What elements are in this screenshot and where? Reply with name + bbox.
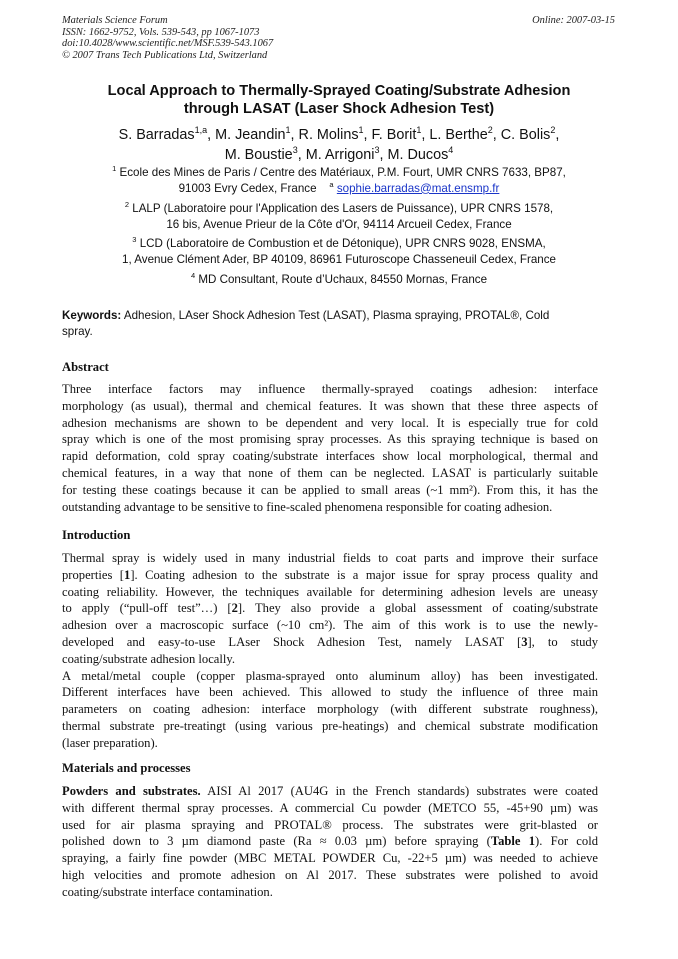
materials-body [62, 783, 598, 901]
abstract-body [62, 381, 598, 515]
issn-line: ISSN: 1662-9752, Vols. 539-543, pp 1067-1073 [62, 26, 260, 38]
keywords-label: Keywords: [62, 309, 122, 322]
introduction-body [62, 550, 598, 752]
affiliation-text: 16 bis, Avenue Prieur de la Côte d'Or, 94114 Arcueil Cedex, France [166, 217, 512, 231]
text-line: Powders and substrates. AISI Al 2017 (AU4G in the French standards) substrates were coated [62, 784, 598, 798]
citation-ref[interactable]: 3 [521, 634, 528, 649]
introduction-heading: Introduction [62, 528, 131, 542]
text-line: chemical features, in a way that none of them can be neglected. LASAT is particularly suitable [62, 465, 598, 480]
text-line: coating reliability. However, the techniques available for determining adhesion levels are uneasy [62, 584, 598, 599]
keywords-text: spray. [62, 324, 93, 338]
table-ref[interactable]: Table 1 [490, 834, 536, 849]
text-line: A metal/metal couple (copper plasma-sprayed onto aluminum alloy) has been investigated. [62, 668, 598, 683]
text-line: Thermal spray is widely used in many industrial fields to coat parts and improve their surface [62, 551, 598, 565]
affiliation-number: 1 [112, 164, 117, 173]
author-line-1: S. Barradas$^{1,a}$, M. Jeandin$^1$, R. Molins$^1$, F. Borit$^1$, L. Berthe$^2$, C. Bolis$^2$, [118, 125, 560, 143]
author-affiliation-mark: 1 [285, 125, 291, 135]
affiliation-text: 91003 Evry Cedex, France [178, 181, 317, 195]
subsection-title: Powders and substrates. [62, 784, 201, 798]
author-affiliation-mark: 4 [448, 145, 454, 155]
author-affiliation-mark: 3 [374, 145, 380, 155]
citation-ref[interactable]: 1 [124, 567, 131, 582]
text-line: to apply (“pull-off test”…) [2]. They also provide a global assessment of coating/substrate [62, 601, 598, 616]
author-name: C. Bolis [500, 127, 551, 143]
journal-name: Materials Science Forum [62, 15, 168, 26]
author-affiliation-mark: 3 [292, 145, 298, 155]
copyright-line: © 2007 Trans Tech Publications Ltd, Switzerland [62, 49, 268, 61]
materials-heading: Materials and processes [62, 761, 191, 775]
text-line: rapid deformation, cold spray coating/substrate interfaces show local morphological, thermal and [62, 449, 598, 464]
affiliation-text: MD Consultant, Route d’Uchaux, 84550 Mornas, France [198, 273, 488, 286]
keywords-text: Adhesion, LAser Shock Adhesion Test (LASAT), Plasma spraying, PROTAL®, Cold [121, 309, 550, 322]
text-line: spray which is one of the most promising spray processes. As this spraying technique is based on [62, 432, 598, 447]
text-line: coating/substrate interface contamination. [62, 884, 273, 899]
author-line-2: M. Boustie$^3$, M. Arrigoni$^3$, M. Ducos$^4$ [224, 145, 454, 163]
text-line: thermal substrate pre-treatingt (using various pre-heatings) and chemical substrate modification [62, 718, 598, 733]
text-line: high velocities and promote adhesion on Al 2017. These substrates were polished to avoid [62, 867, 598, 882]
text-line: adhesion over a macroscopic surface (~10 cm²). The aim of this work is to use the newly- [62, 618, 598, 633]
affiliation-2 [40, 201, 638, 232]
text-line: for testing these coatings because it can be applied to small areas (~1 mm²). From this, it has the [62, 482, 598, 497]
email-link[interactable]: sophie.barradas@mat.ensmp.fr [336, 181, 500, 195]
author-name: F. Borit [371, 127, 417, 143]
citation-ref[interactable]: 2 [231, 601, 238, 616]
text-line: (laser preparation). [62, 735, 158, 750]
affiliation-text: 1, Avenue Clément Ader, BP 40109, 86961 Futuroscope Chasseneuil Cedex, France [122, 252, 556, 266]
doi-line: doi:10.4028/www.scientific.net/MSF.539-543.1067 [62, 38, 274, 50]
affiliation-number: 2 [124, 200, 130, 209]
author-affiliation-mark: 1,a [194, 125, 208, 135]
affiliation-number: 3 [132, 235, 137, 244]
author-name: M. Jeandin [215, 127, 286, 143]
affiliation-3 [40, 236, 638, 267]
author-name: S. Barradas [118, 127, 195, 143]
abstract-heading: Abstract [62, 360, 109, 374]
title-line-1: Local Approach to Thermally-Sprayed Coating/Substrate Adhesion [107, 83, 571, 99]
author-affiliation-mark: 1 [358, 125, 364, 135]
author-name: M. Ducos [387, 147, 449, 163]
text-line: Three interface factors may influence thermally-sprayed coatings adhesion: interface [62, 382, 598, 396]
journal-header [62, 15, 273, 61]
affiliation-1 [40, 165, 638, 196]
text-line: used for air plasma spraying and PROTAL® process. The substrates were grit-blasted or [62, 817, 598, 832]
affiliation-4 [40, 272, 638, 288]
email-mark: a [329, 179, 334, 189]
author-list [30, 125, 648, 165]
affiliation-text: LALP (Laboratoire pour l'Application des Lasers de Puissance), UPR CNRS 1578, [132, 202, 554, 215]
text-line: parameters on coating adhesion: interface morphology (with different substrate roughness), [62, 702, 598, 717]
text-line: with different thermal spray processes. A commercial Cu powder (METCO 55, -45+90 µm) was [62, 800, 598, 815]
author-name: L. Berthe [429, 127, 488, 143]
author-name: M. Boustie [224, 147, 293, 163]
author-affiliation-mark: 2 [550, 125, 556, 135]
online-date: Online: 2007-03-15 [532, 15, 615, 26]
text-line: coating/substrate adhesion locally. [62, 651, 235, 666]
text-line: morphology (as usual), thermal and chemical features. It was shown that these three aspects of [62, 398, 598, 413]
paper-title [40, 82, 638, 118]
author-affiliation-mark: 2 [487, 125, 493, 135]
text-line: properties [1]. Coating adhesion to the substrate is a major issue for spray process quality and [62, 567, 598, 582]
text-line: adhesion mechanisms are shown to be dependent and very local. It is especially true for cold [62, 415, 598, 430]
text-line: developed and easy-to-use LAser Shock Adhesion Test, namely LASAT [3], to study [62, 634, 599, 649]
affiliation-number: 4 [190, 271, 196, 280]
affiliation-text: LCD (Laboratoire de Combustion et de Détonique), UPR CNRS 9028, ENSMA, [139, 237, 546, 250]
text-line: spraying, a fairly fine powder (MBC METAL POWDER Cu, -22+5 µm) was needed to achieve [62, 851, 598, 866]
text-line: polished down to 3 µm diamond paste (Ra ≈ 0.03 µm) before spraying (Table 1). For cold [62, 834, 598, 849]
author-affiliation-mark: 1 [416, 125, 422, 135]
keywords [62, 308, 616, 339]
text-line: Different interfaces have been achieved. This allowed to study the influence of three main [62, 685, 598, 700]
author-name: R. Molins [298, 127, 359, 143]
text-line: outstanding advantage to be sensitive to fine-scaled phenomena responsible for coating adhesion. [62, 499, 553, 514]
title-line-2: through LASAT (Laser Shock Adhesion Test) [183, 101, 495, 117]
author-name: M. Arrigoni [305, 147, 375, 163]
affiliation-text: Ecole des Mines de Paris / Centre des Matériaux, P.M. Fourt, UMR CNRS 7633, BP87, [119, 166, 566, 179]
